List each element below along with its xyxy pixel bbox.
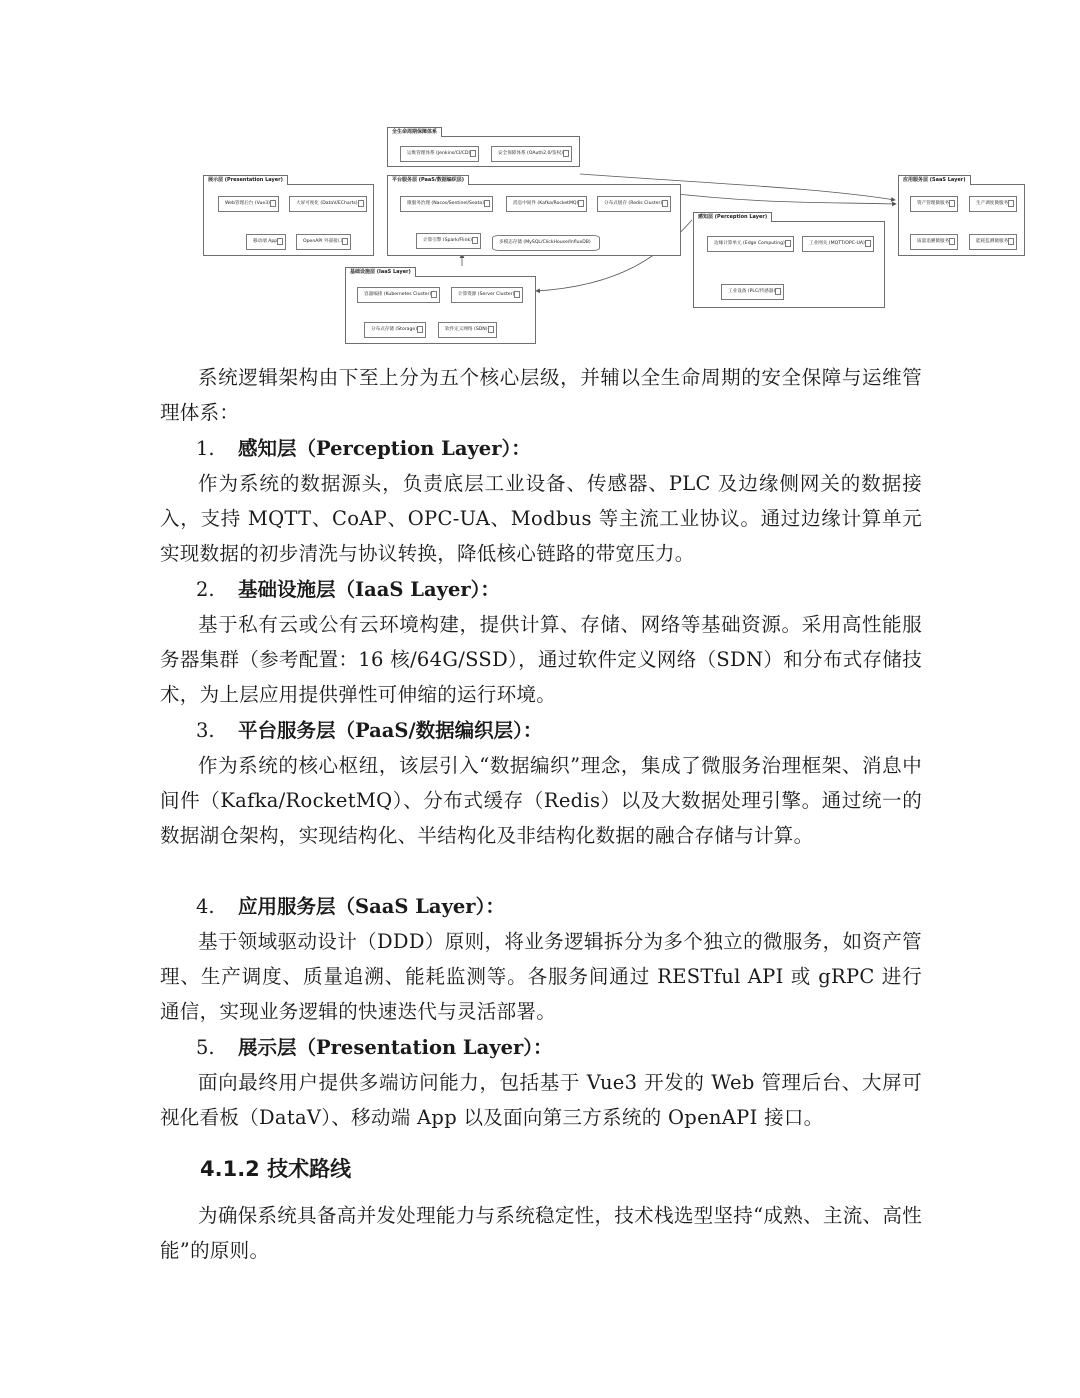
package-perception: [693, 214, 885, 308]
layer-title: 应用服务层（SaaS Layer）：: [238, 895, 505, 918]
layer-paragraph-1: 作为系统的数据源头，负责底层工业设备、传感器、PLC 及边缘侧网关的数据接入，支持 MQTT、CoAP、OPC-UA、Modbus 等主流工业协议。通过边缘计算单元实现数据的初步清洗与协议转换，降低核心链路的带宽压力。: [160, 472, 922, 565]
package-saas: [898, 177, 1025, 256]
component-industrial-gateway: 工业网关 (MQTT/OPC-UA): [802, 236, 874, 252]
package-title: 应用服务层 (SaaS Layer): [898, 175, 971, 185]
package-title: 感知层 (Perception Layer): [693, 212, 772, 222]
component-compute-engine: 计算引擎 (Spark/Flink): [416, 233, 481, 249]
component-mobile-app: 移动端 App: [246, 234, 286, 250]
layer-heading-1: [196, 431, 531, 466]
layer-heading-4: [196, 889, 505, 924]
component-big-screen: 大屏可视化 (DataV/ECharts): [289, 196, 367, 212]
component-distributed-storage: 分布式存储 (Storage): [364, 322, 426, 338]
layer-number: 5.: [196, 1036, 215, 1059]
layer-paragraph-4: 基于领域驱动设计（DDD）原则，将业务逻辑拆分为多个独立的微服务，如资产管理、生产调度、质量追溯、能耗监测等。各服务间通过 RESTful API 或 gRPC 进行通信，实现业务逻辑的快速迭代与灵活部署。: [160, 930, 922, 1023]
component-multimodal-storage: 多模态存储 (MySQL/ClickHouse/InfluxDB): [492, 235, 600, 251]
intro-paragraph: 系统逻辑架构由下至上分为五个核心层级，并辅以全生命周期的安全保障与运维管理体系：: [160, 366, 922, 424]
package-title: 展示层 (Presentation Layer): [203, 175, 288, 185]
component-ops: 运维管理体系 (Jenkins/CI/CD): [400, 146, 479, 162]
component-asset-service: 资产管理微服务: [910, 196, 958, 212]
component-message-queue: 消息中间件 (Kafka/RocketMQ): [506, 196, 587, 212]
component-scheduling-service: 生产调度微服务: [969, 196, 1017, 212]
component-industrial-devices: 工业设备 (PLC/传感器): [721, 284, 784, 300]
layer-number: 3.: [196, 719, 215, 742]
package-presentation: [203, 177, 374, 256]
package-lifecycle: [387, 129, 580, 167]
component-sdn: 软件定义网络 (SDN): [438, 322, 497, 338]
layer-title: 感知层（Perception Layer）：: [238, 437, 531, 460]
component-openapi: OpenAPI 外部接口: [296, 234, 351, 250]
layer-heading-2: [196, 572, 500, 607]
arrow-paas-to-saas: [660, 192, 896, 204]
package-title: 全生命周期保障体系: [387, 127, 442, 137]
package-title: 基础设施层 (IaaS Layer): [345, 267, 416, 277]
layer-paragraph-3: 作为系统的核心枢纽，该层引入“数据编织”理念，集成了微服务治理框架、消息中间件（Kafka/RocketMQ）、分布式缓存（Redis）以及大数据处理引擎。通过统一的数据湖仓架构，实现结构化、半结构化及非结构化数据的融合存储与计算。: [160, 754, 922, 847]
component-quality-service: 质量追溯微服务: [910, 234, 958, 250]
layer-number: 4.: [196, 895, 215, 918]
layer-heading-5: [196, 1030, 553, 1065]
package-title: 平台服务层 (PaaS/数据编织层): [387, 175, 469, 185]
component-microservice-governance: 微服务治理 (Nacos/Sentinel/Seata): [400, 196, 493, 212]
package-iaas: [345, 269, 536, 344]
layer-paragraph-5: 面向最终用户提供多端访问能力，包括基于 Vue3 开发的 Web 管理后台、大屏可视化看板（DataV）、移动端 App 以及面向第三方系统的 OpenAPI 接口。: [160, 1071, 922, 1129]
architecture-diagram: [200, 126, 1030, 348]
component-distributed-cache: 分布式缓存 (Redis Cluster): [597, 196, 671, 212]
component-compute-resources: 计算资源 (Server Cluster): [451, 287, 523, 303]
component-energy-service: 能耗监测微服务: [969, 234, 1017, 250]
layer-number: 2.: [196, 578, 215, 601]
package-paas: [387, 177, 681, 256]
layer-paragraph-2: 基于私有云或公有云环境构建，提供计算、存储、网络等基础资源。采用高性能服务器集群（参考配置：16 核/64G/SSD），通过软件定义网络（SDN）和分布式存储技术，为上层应用提供弹性可伸缩的运行环境。: [160, 613, 922, 706]
section-paragraph: 为确保系统具备高并发处理能力与系统稳定性，技术栈选型坚持“成熟、主流、高性能”的原则。: [160, 1204, 922, 1262]
layer-title: 平台服务层（PaaS/数据编织层）：: [238, 719, 543, 742]
section-heading: 4.1.2 技术路线: [200, 1157, 352, 1181]
component-edge-computing: 边缘计算单元 (Edge Computing): [707, 236, 794, 252]
layer-title: 基础设施层（IaaS Layer）：: [238, 578, 500, 601]
layer-heading-3: [196, 713, 542, 748]
component-container-orchestration: 容器编排 (Kubernetes Cluster): [357, 287, 440, 303]
component-web-admin: Web管理后台 (Vue3): [218, 196, 279, 212]
layer-number: 1.: [196, 437, 215, 460]
layer-title: 展示层（Presentation Layer）：: [238, 1036, 553, 1059]
component-security: 安全保障体系 (OAuth2.0/鉴权): [491, 146, 572, 162]
